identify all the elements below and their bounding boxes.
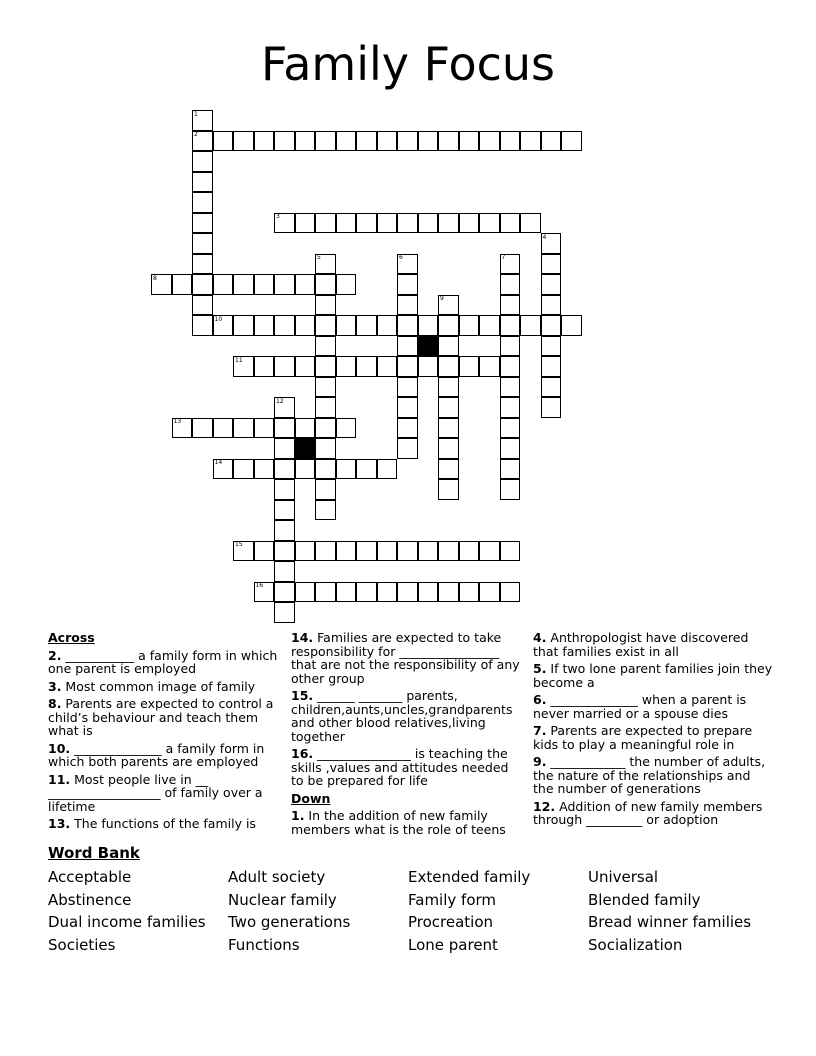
clue-text: Most people live in __ __________________ of family over a lifetime xyxy=(48,771,263,814)
grid-cell[interactable] xyxy=(459,356,480,377)
grid-block xyxy=(418,336,439,357)
grid-cell[interactable] xyxy=(520,213,541,234)
grid-cell[interactable] xyxy=(500,479,521,500)
clue-number: 12. xyxy=(533,798,556,814)
grid-cell[interactable] xyxy=(500,274,521,295)
grid-cell[interactable] xyxy=(459,541,480,562)
cell-number: 10 xyxy=(214,315,223,323)
grid-cell[interactable] xyxy=(274,459,295,480)
grid-cell[interactable] xyxy=(541,377,562,398)
clue-text: ___________ a family form in which one parent is employed xyxy=(48,647,278,676)
clues-column-2 xyxy=(291,631,521,840)
grid-cell[interactable] xyxy=(356,459,377,480)
grid-cell[interactable] xyxy=(438,213,459,234)
clue-number: 2. xyxy=(48,647,62,663)
grid-cell[interactable] xyxy=(254,274,275,295)
grid-cell[interactable] xyxy=(541,274,562,295)
grid-cell[interactable] xyxy=(295,315,316,336)
clue-number: 6. xyxy=(533,692,547,707)
grid-cell[interactable] xyxy=(336,541,357,562)
grid-cell[interactable] xyxy=(192,233,213,254)
clue xyxy=(533,755,773,796)
grid-cell[interactable] xyxy=(192,315,213,336)
grid-cell[interactable] xyxy=(438,479,459,500)
grid-cell[interactable] xyxy=(233,418,254,439)
word-bank-item: Family form xyxy=(408,890,497,909)
clues-column-3 xyxy=(533,631,773,831)
word-bank-item: Blended family xyxy=(588,890,701,909)
clue-text: ______________ a family form in which both parents are employed xyxy=(48,740,265,769)
word-bank-item: Societies xyxy=(48,935,116,954)
grid-cell[interactable] xyxy=(315,459,336,480)
grid-cell[interactable] xyxy=(192,172,213,193)
cell-number: 12 xyxy=(276,397,284,405)
clue-number: 5. xyxy=(533,661,547,676)
grid-cell[interactable] xyxy=(500,541,521,562)
clue-number: 15. xyxy=(291,688,314,703)
grid-cell[interactable] xyxy=(377,582,398,603)
clue xyxy=(533,631,773,658)
grid-cell[interactable] xyxy=(315,356,336,377)
grid-cell[interactable] xyxy=(274,356,295,377)
grid-cell[interactable] xyxy=(274,479,295,500)
grid-cell[interactable] xyxy=(274,315,295,336)
grid-block xyxy=(295,438,316,459)
grid-cell[interactable] xyxy=(295,274,316,295)
word-bank xyxy=(48,866,788,956)
word-bank-row xyxy=(48,889,788,912)
grid-cell[interactable] xyxy=(336,418,357,439)
clue-number: 14. xyxy=(291,630,314,645)
clue-number: 1. xyxy=(291,808,305,823)
grid-cell[interactable] xyxy=(295,541,316,562)
grid-cell[interactable] xyxy=(479,356,500,377)
grid-cell[interactable] xyxy=(397,541,418,562)
across-clue-list-continued xyxy=(291,631,521,788)
clue-text: ____________ the number of adults, the nature of the relationships and the number of generations xyxy=(533,754,766,796)
cell-number: 5 xyxy=(317,254,321,261)
grid-cell[interactable] xyxy=(459,131,480,152)
grid-cell[interactable] xyxy=(377,541,398,562)
clue xyxy=(533,662,773,689)
clue-number: 10. xyxy=(48,740,71,756)
grid-cell[interactable] xyxy=(172,274,193,295)
grid-cell[interactable] xyxy=(397,213,418,234)
clue-text: Parents are expected to prepare kids to play a meaningful role in xyxy=(533,723,753,752)
grid-cell[interactable] xyxy=(500,356,521,377)
clue xyxy=(48,773,280,814)
clue xyxy=(291,631,521,685)
clue-number: 3. xyxy=(48,678,62,694)
grid-cell[interactable] xyxy=(418,356,439,377)
grid-cell[interactable] xyxy=(500,213,521,234)
cell-number: 1 xyxy=(194,110,198,118)
cell-number: 11 xyxy=(235,356,243,364)
grid-cell[interactable] xyxy=(479,213,500,234)
clue-text: Most common image of family xyxy=(61,678,256,694)
cell-number: 4 xyxy=(542,233,547,241)
grid-cell[interactable] xyxy=(377,131,398,152)
grid-cell[interactable] xyxy=(254,356,275,377)
grid-cell[interactable] xyxy=(315,315,336,336)
grid-cell[interactable] xyxy=(315,131,336,152)
down-header: Down xyxy=(291,790,331,806)
grid-cell[interactable] xyxy=(541,336,562,357)
grid-cell[interactable] xyxy=(397,295,418,316)
clue-number: 13. xyxy=(48,816,71,831)
grid-cell[interactable] xyxy=(561,131,582,152)
grid-cell[interactable] xyxy=(356,213,377,234)
word-bank-row xyxy=(48,934,788,957)
down-clue-list-continued xyxy=(533,631,773,827)
grid-cell[interactable] xyxy=(274,582,295,603)
grid-cell[interactable] xyxy=(479,131,500,152)
word-bank-row xyxy=(48,866,788,889)
clue xyxy=(48,680,280,694)
clue-text: The functions of the family is xyxy=(70,816,256,831)
grid-cell[interactable] xyxy=(295,582,316,603)
grid-cell[interactable] xyxy=(541,131,562,152)
word-bank-item: Bread winner families xyxy=(588,913,752,932)
grid-cell[interactable] xyxy=(438,418,459,439)
grid-cell[interactable] xyxy=(356,582,377,603)
word-bank-title: Word Bank xyxy=(48,844,140,862)
grid-cell[interactable] xyxy=(336,315,357,336)
grid-cell[interactable] xyxy=(274,561,295,582)
grid-cell[interactable] xyxy=(336,213,357,234)
grid-cell[interactable] xyxy=(315,336,336,357)
grid-cell[interactable] xyxy=(541,295,562,316)
grid-cell[interactable] xyxy=(500,438,521,459)
cell-number: 13 xyxy=(173,418,182,425)
grid-cell[interactable] xyxy=(500,377,521,398)
grid-cell[interactable] xyxy=(254,418,275,439)
grid-cell[interactable] xyxy=(192,151,213,172)
grid-cell[interactable] xyxy=(397,582,418,603)
clue-number: 9. xyxy=(533,754,547,769)
grid-cell[interactable] xyxy=(192,274,213,295)
grid-cell[interactable] xyxy=(397,397,418,418)
grid-cell[interactable] xyxy=(438,582,459,603)
clue xyxy=(48,697,280,738)
grid-cell[interactable] xyxy=(541,315,562,336)
grid-cell[interactable] xyxy=(500,315,521,336)
grid-cell[interactable] xyxy=(500,336,521,357)
cell-number: 3 xyxy=(276,213,280,220)
grid-cell[interactable] xyxy=(356,541,377,562)
cell-number: 16 xyxy=(255,582,264,589)
grid-cell[interactable] xyxy=(315,582,336,603)
cell-number: 2 xyxy=(194,131,198,138)
grid-cell[interactable] xyxy=(397,438,418,459)
grid-cell[interactable] xyxy=(500,295,521,316)
clue xyxy=(533,800,773,827)
word-bank-item: Extended family xyxy=(408,868,531,886)
clue-number: 4. xyxy=(533,630,547,645)
grid-cell[interactable] xyxy=(500,131,521,152)
grid-cell[interactable] xyxy=(377,213,398,234)
grid-cell[interactable] xyxy=(500,418,521,439)
word-bank-item: Functions xyxy=(228,935,300,954)
grid-cell[interactable] xyxy=(479,582,500,603)
grid-cell[interactable] xyxy=(192,418,213,439)
grid-cell[interactable] xyxy=(315,213,336,234)
grid-cell[interactable] xyxy=(274,438,295,459)
grid-cell[interactable] xyxy=(295,213,316,234)
grid-cell[interactable] xyxy=(315,295,336,316)
grid-cell[interactable] xyxy=(315,438,336,459)
grid-cell[interactable] xyxy=(418,213,439,234)
grid-cell[interactable] xyxy=(233,459,254,480)
clue-number: 16. xyxy=(291,746,314,761)
grid-cell[interactable] xyxy=(274,131,295,152)
clue-text: ______________ when a parent is never married or a spouse dies xyxy=(533,692,747,721)
clue xyxy=(291,809,521,836)
grid-cell[interactable] xyxy=(315,274,336,295)
grid-cell[interactable] xyxy=(192,254,213,275)
grid-cell[interactable] xyxy=(315,500,336,521)
grid-cell[interactable] xyxy=(295,459,316,480)
clue-number: 8. xyxy=(48,696,62,711)
grid-cell[interactable] xyxy=(274,602,295,623)
grid-cell[interactable] xyxy=(459,315,480,336)
word-bank-item: Adult society xyxy=(228,868,326,886)
clue xyxy=(291,689,521,743)
clue-number: 7. xyxy=(533,723,547,738)
cell-number: 15 xyxy=(235,541,243,548)
grid-cell[interactable] xyxy=(315,397,336,418)
grid-cell[interactable] xyxy=(336,274,357,295)
clue-text: Anthropologist have discovered that families exist in all xyxy=(533,630,749,659)
word-bank-item: Lone parent xyxy=(408,935,498,954)
grid-cell[interactable] xyxy=(213,418,234,439)
grid-cell[interactable] xyxy=(274,541,295,562)
clue-text: Parents are expected to control a child’s behaviour and teach them what is xyxy=(48,696,274,738)
grid-cell[interactable] xyxy=(254,315,275,336)
grid-cell[interactable] xyxy=(274,274,295,295)
cell-number: 7 xyxy=(501,254,506,261)
down-clue-list xyxy=(291,809,521,836)
grid-cell[interactable] xyxy=(500,397,521,418)
word-bank-item: Universal xyxy=(588,868,659,886)
grid-cell[interactable] xyxy=(397,315,418,336)
grid-cell[interactable] xyxy=(418,315,439,336)
grid-cell[interactable] xyxy=(233,315,254,336)
grid-cell[interactable] xyxy=(438,459,459,480)
grid-cell[interactable] xyxy=(295,356,316,377)
word-bank-item: Dual income families xyxy=(48,913,206,932)
grid-cell[interactable] xyxy=(254,459,275,480)
grid-cell[interactable] xyxy=(356,131,377,152)
clue-text: Families are expected to take responsibility for ________________ that are not the responsibility of any other group xyxy=(291,630,520,686)
word-bank-row xyxy=(48,911,788,934)
grid-cell[interactable] xyxy=(459,213,480,234)
grid-cell[interactable] xyxy=(213,131,234,152)
grid-cell[interactable] xyxy=(336,582,357,603)
puzzle-title: Family Focus xyxy=(260,37,555,91)
grid-cell[interactable] xyxy=(561,315,582,336)
grid-cell[interactable] xyxy=(520,131,541,152)
grid-cell[interactable] xyxy=(295,418,316,439)
grid-cell[interactable] xyxy=(500,582,521,603)
grid-cell[interactable] xyxy=(397,274,418,295)
cell-number: 14 xyxy=(214,459,223,466)
clue-text: ______ _______ parents, children,aunts,uncles,grandparents and other blood relatives,living together xyxy=(291,688,513,744)
grid-cell[interactable] xyxy=(315,377,336,398)
grid-cell[interactable] xyxy=(377,315,398,336)
grid-cell[interactable] xyxy=(336,131,357,152)
grid-cell[interactable] xyxy=(438,315,459,336)
grid-cell[interactable] xyxy=(397,418,418,439)
clues-column-1 xyxy=(48,631,280,835)
grid-cell[interactable] xyxy=(397,356,418,377)
grid-cell[interactable] xyxy=(438,397,459,418)
grid-cell[interactable] xyxy=(315,541,336,562)
grid-cell[interactable] xyxy=(295,131,316,152)
clue xyxy=(533,724,773,751)
word-bank-item: Procreation xyxy=(408,913,494,932)
grid-cell[interactable] xyxy=(274,500,295,521)
grid-cell[interactable] xyxy=(336,356,357,377)
grid-cell[interactable] xyxy=(479,315,500,336)
grid-cell[interactable] xyxy=(438,377,459,398)
clue-number: 11. xyxy=(48,771,71,787)
grid-cell[interactable] xyxy=(377,356,398,377)
clue xyxy=(533,693,773,720)
grid-cell[interactable] xyxy=(520,315,541,336)
grid-cell[interactable] xyxy=(336,459,357,480)
clue-text: In the addition of new family members what is the role of teens xyxy=(291,808,506,837)
grid-cell[interactable] xyxy=(541,397,562,418)
word-bank-item: Acceptable xyxy=(48,868,132,886)
word-bank-item: Nuclear family xyxy=(228,890,337,909)
grid-cell[interactable] xyxy=(192,192,213,213)
clue-text: If two lone parent families join they become a xyxy=(533,661,773,690)
grid-cell[interactable] xyxy=(254,131,275,152)
grid-cell[interactable] xyxy=(397,131,418,152)
grid-cell[interactable] xyxy=(397,336,418,357)
word-bank-item: Two generations xyxy=(228,913,351,932)
grid-cell[interactable] xyxy=(500,459,521,480)
grid-cell[interactable] xyxy=(438,131,459,152)
clue xyxy=(48,649,280,676)
word-bank-item: Abstinence xyxy=(48,890,132,909)
grid-cell[interactable] xyxy=(438,541,459,562)
clue-text: Addition of new family members through _________ or adoption xyxy=(533,798,763,827)
across-clue-list xyxy=(48,649,280,831)
grid-cell[interactable] xyxy=(541,254,562,275)
cell-number: 8 xyxy=(153,274,157,282)
grid-cell[interactable] xyxy=(459,582,480,603)
clue xyxy=(291,747,521,788)
grid-cell[interactable] xyxy=(356,315,377,336)
grid-cell[interactable] xyxy=(479,541,500,562)
grid-cell[interactable] xyxy=(192,295,213,316)
grid-cell[interactable] xyxy=(418,131,439,152)
grid-cell[interactable] xyxy=(254,541,275,562)
grid-cell[interactable] xyxy=(233,131,254,152)
grid-cell[interactable] xyxy=(541,356,562,377)
grid-cell[interactable] xyxy=(418,541,439,562)
clue xyxy=(48,817,280,831)
across-header: Across xyxy=(48,630,95,645)
grid-cell[interactable] xyxy=(377,459,398,480)
grid-cell[interactable] xyxy=(418,582,439,603)
grid-cell[interactable] xyxy=(397,377,418,398)
grid-cell[interactable] xyxy=(274,418,295,439)
grid-cell[interactable] xyxy=(315,479,336,500)
grid-cell[interactable] xyxy=(438,336,459,357)
grid-cell[interactable] xyxy=(233,274,254,295)
grid-cell[interactable] xyxy=(315,418,336,439)
word-bank-item: Socialization xyxy=(588,935,683,954)
grid-cell[interactable] xyxy=(438,438,459,459)
grid-cell[interactable] xyxy=(274,520,295,541)
clue-text: _______________ is teaching the skills ,values and attitudes needed to be prepared for life xyxy=(291,746,509,788)
grid-cell[interactable] xyxy=(213,274,234,295)
cell-number: 6 xyxy=(399,254,403,261)
grid-cell[interactable] xyxy=(356,356,377,377)
grid-cell[interactable] xyxy=(192,213,213,234)
clue xyxy=(48,742,280,769)
grid-cell[interactable] xyxy=(438,356,459,377)
cell-number: 9 xyxy=(440,295,444,302)
